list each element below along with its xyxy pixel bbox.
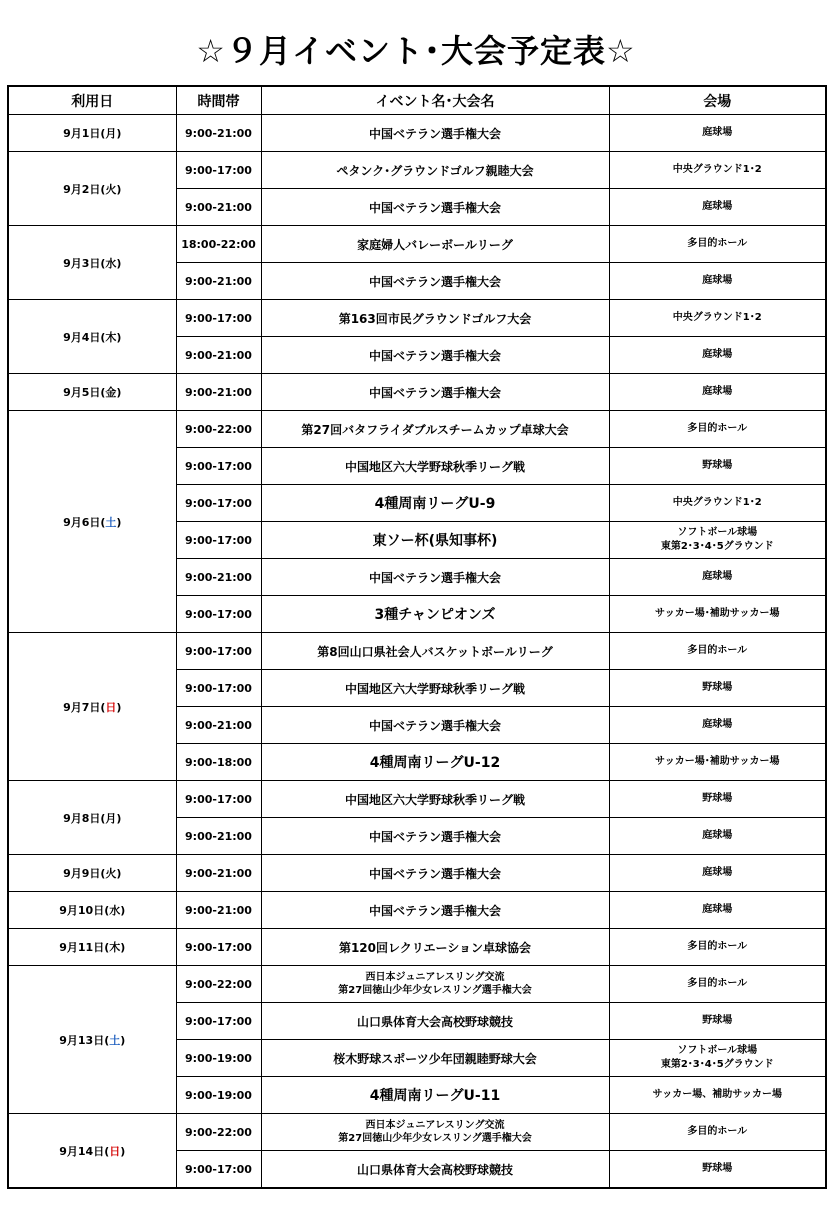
- event-name: 中国地区六大学野球秋季リーグ戦: [344, 681, 525, 696]
- date-label: 9月7日(: [63, 700, 106, 714]
- table-row: [8, 633, 826, 670]
- time-cell: 9:00-21:00: [176, 115, 261, 152]
- event-cell: [261, 781, 609, 818]
- time-cell: 9:00-17:00: [176, 485, 261, 522]
- venue-cell: [609, 892, 826, 929]
- event-name: 第27回徳山少年少女レスリング選手権大会: [338, 1133, 532, 1144]
- venue-name: 多目的ホール: [687, 978, 748, 989]
- table-row: [8, 115, 826, 152]
- venue-cell: [609, 707, 826, 744]
- venue-cell: [609, 374, 826, 411]
- venue-name: サッカー場、補助サッカー場: [652, 1089, 783, 1100]
- venue-name: 庭球場: [702, 127, 733, 138]
- event-cell: [261, 1114, 609, 1151]
- date-cell: [8, 855, 176, 892]
- event-name: 中国ベテラン選手権大会: [368, 274, 501, 289]
- time-cell: 9:00-17:00: [176, 633, 261, 670]
- venue-cell: [609, 633, 826, 670]
- date-cell: [8, 929, 176, 966]
- venue-name: ソフトボール球場: [677, 527, 758, 538]
- event-name: 中国ベテラン選手権大会: [368, 348, 501, 363]
- venue-cell: [609, 1003, 826, 1040]
- venue-cell: [609, 670, 826, 707]
- venue-cell: [609, 818, 826, 855]
- venue-name: 庭球場: [702, 386, 733, 397]
- table-body: [8, 115, 826, 1189]
- time-cell: 9:00-21:00: [176, 263, 261, 300]
- weekday-label: 火: [105, 182, 117, 196]
- time-cell: 9:00-17:00: [176, 522, 261, 559]
- venue-name: 野球場: [702, 1163, 733, 1174]
- venue-name: 多目的ホール: [687, 941, 748, 952]
- date-label: 9月11日(: [59, 941, 110, 954]
- header-time: 時間帯: [176, 86, 261, 115]
- date-close: ): [116, 256, 122, 270]
- event-name: 中国ベテラン選手権大会: [368, 385, 501, 400]
- venue-cell: [609, 226, 826, 263]
- weekday-label: 日: [105, 700, 117, 714]
- date-label: 9月9日(: [63, 867, 106, 880]
- event-cell: [261, 300, 609, 337]
- venue-name: 多目的ホール: [687, 238, 748, 249]
- event-name: 第27回徳山少年少女レスリング選手権大会: [338, 985, 532, 996]
- venue-cell: [609, 189, 826, 226]
- date-label: 9月3日(: [63, 256, 106, 270]
- venue-cell: [609, 411, 826, 448]
- header-venue: 会場: [609, 86, 826, 115]
- event-name: 中国ベテラン選手権大会: [368, 903, 501, 918]
- schedule-table: [7, 85, 827, 1189]
- venue-cell: [609, 781, 826, 818]
- weekday-label: 土: [109, 1033, 121, 1047]
- time-cell: 9:00-17:00: [176, 1003, 261, 1040]
- event-cell: [261, 337, 609, 374]
- time-cell: 9:00-19:00: [176, 1077, 261, 1114]
- time-cell: 18:00-22:00: [176, 226, 261, 263]
- event-cell: [261, 892, 609, 929]
- venue-name: 庭球場: [702, 571, 733, 582]
- table-row: [8, 929, 826, 966]
- event-cell: [261, 263, 609, 300]
- time-cell: 9:00-22:00: [176, 411, 261, 448]
- date-cell: [8, 966, 176, 1114]
- table-row: [8, 966, 826, 1003]
- venue-name: 東第2･3･4･5グラウンド: [660, 541, 774, 552]
- venue-cell: [609, 448, 826, 485]
- venue-name: サッカー場･補助サッカー場: [654, 756, 780, 767]
- time-cell: 9:00-21:00: [176, 707, 261, 744]
- venue-cell: [609, 1077, 826, 1114]
- date-cell: [8, 781, 176, 855]
- table-row: [8, 892, 826, 929]
- event-name: 第120回レクリエーション卓球協会: [338, 940, 532, 955]
- weekday-label: 水: [109, 904, 121, 917]
- date-label: 9月8日(: [63, 811, 106, 825]
- date-close: ): [116, 182, 122, 196]
- venue-name: 野球場: [702, 1015, 733, 1026]
- table-row: [8, 300, 826, 337]
- venue-cell: [609, 596, 826, 633]
- table-row: [8, 781, 826, 818]
- time-cell: 9:00-21:00: [176, 818, 261, 855]
- event-cell: [261, 633, 609, 670]
- event-cell: [261, 226, 609, 263]
- event-cell: [261, 707, 609, 744]
- time-cell: 9:00-17:00: [176, 596, 261, 633]
- event-cell: [261, 670, 609, 707]
- event-cell: [261, 115, 609, 152]
- date-close: ): [116, 386, 122, 399]
- date-cell: [8, 1114, 176, 1189]
- time-cell: 9:00-22:00: [176, 966, 261, 1003]
- time-cell: 9:00-21:00: [176, 559, 261, 596]
- event-cell: [261, 818, 609, 855]
- date-label: 9月14日(: [59, 1144, 110, 1158]
- venue-name: 庭球場: [702, 867, 733, 878]
- venue-cell: [609, 485, 826, 522]
- time-cell: 9:00-21:00: [176, 189, 261, 226]
- venue-cell: [609, 929, 826, 966]
- venue-cell: [609, 966, 826, 1003]
- event-name: 中国ベテラン選手権大会: [368, 718, 501, 733]
- date-close: ): [120, 904, 126, 917]
- venue-name: 多目的ホール: [687, 1126, 748, 1137]
- date-label: 9月1日(: [63, 127, 106, 140]
- venue-cell: [609, 337, 826, 374]
- time-cell: 9:00-17:00: [176, 670, 261, 707]
- time-cell: 9:00-17:00: [176, 929, 261, 966]
- weekday-label: 日: [109, 1144, 121, 1158]
- time-cell: 9:00-17:00: [176, 781, 261, 818]
- venue-name: 野球場: [702, 460, 733, 471]
- header-date: 利用日: [8, 86, 176, 115]
- time-cell: 9:00-17:00: [176, 152, 261, 189]
- date-close: ): [116, 515, 122, 529]
- event-cell: [261, 1077, 609, 1114]
- date-close: ): [116, 811, 122, 825]
- venue-cell: [609, 1040, 826, 1077]
- time-cell: 9:00-17:00: [176, 300, 261, 337]
- event-cell: [261, 522, 609, 559]
- event-name: 中国ベテラン選手権大会: [368, 866, 501, 881]
- venue-name: サッカー場･補助サッカー場: [654, 608, 780, 619]
- event-cell: [261, 374, 609, 411]
- venue-cell: [609, 1114, 826, 1151]
- table-row: [8, 226, 826, 263]
- page-title: ☆９月イベント･大会予定表☆: [196, 32, 636, 70]
- date-label: 9月10日(: [59, 904, 110, 917]
- event-name: 4種周南リーグU-11: [369, 1088, 501, 1104]
- venue-name: 多目的ホール: [687, 645, 748, 656]
- date-close: ): [120, 941, 126, 954]
- event-cell: [261, 189, 609, 226]
- event-name: 第27回バタフライダブルスチームカップ卓球大会: [301, 422, 569, 437]
- venue-name: 中央グラウンド1･2: [672, 164, 762, 175]
- table-header: [8, 86, 826, 115]
- date-close: ): [116, 867, 122, 880]
- venue-cell: [609, 115, 826, 152]
- event-name: 4種周南リーグU-9: [374, 496, 496, 512]
- event-name: 中国ベテラン選手権大会: [368, 570, 501, 585]
- event-cell: [261, 929, 609, 966]
- venue-name: 多目的ホール: [687, 423, 748, 434]
- weekday-label: 土: [105, 515, 117, 529]
- time-cell: 9:00-17:00: [176, 1151, 261, 1189]
- weekday-label: 木: [109, 941, 121, 954]
- table-row: [8, 374, 826, 411]
- time-cell: 9:00-17:00: [176, 448, 261, 485]
- event-cell: [261, 596, 609, 633]
- date-close: ): [116, 127, 122, 140]
- venue-name: 野球場: [702, 793, 733, 804]
- event-name: 中国地区六大学野球秋季リーグ戦: [344, 792, 525, 807]
- event-name: 第8回山口県社会人バスケットボールリーグ: [317, 644, 553, 659]
- weekday-label: 水: [105, 256, 117, 270]
- event-name: 第163回市民グラウンドゴルフ大会: [338, 311, 532, 326]
- venue-name: 中央グラウンド1･2: [672, 497, 762, 508]
- event-name: ペタンク･グラウンドゴルフ親睦大会: [336, 163, 534, 178]
- event-cell: [261, 411, 609, 448]
- event-name: 家庭婦人バレーボールリーグ: [357, 237, 513, 252]
- event-name: 3種チャンピオンズ: [374, 607, 496, 623]
- time-cell: 9:00-22:00: [176, 1114, 261, 1151]
- venue-cell: [609, 263, 826, 300]
- venue-name: 庭球場: [702, 719, 733, 730]
- table-row: [8, 152, 826, 189]
- venue-name: 庭球場: [702, 349, 733, 360]
- date-label: 9月4日(: [63, 330, 106, 344]
- date-cell: [8, 152, 176, 226]
- time-cell: 9:00-21:00: [176, 892, 261, 929]
- date-cell: [8, 411, 176, 633]
- venue-name: 庭球場: [702, 201, 733, 212]
- event-name: 山口県体育大会高校野球競技: [356, 1162, 513, 1177]
- venue-cell: [609, 152, 826, 189]
- event-cell: [261, 485, 609, 522]
- venue-name: 庭球場: [702, 830, 733, 841]
- date-cell: [8, 633, 176, 781]
- event-cell: [261, 559, 609, 596]
- venue-cell: [609, 522, 826, 559]
- event-cell: [261, 1040, 609, 1077]
- time-cell: 9:00-21:00: [176, 374, 261, 411]
- date-cell: [8, 226, 176, 300]
- event-cell: [261, 1003, 609, 1040]
- date-label: 9月13日(: [59, 1033, 110, 1047]
- event-name: 西日本ジュニアレスリング交流: [365, 972, 505, 983]
- event-name: 中国地区六大学野球秋季リーグ戦: [344, 459, 525, 474]
- event-cell: [261, 448, 609, 485]
- weekday-label: 木: [105, 330, 117, 344]
- table-row: [8, 411, 826, 448]
- table-row: [8, 855, 826, 892]
- venue-cell: [609, 559, 826, 596]
- table-row: [8, 1114, 826, 1151]
- event-cell: [261, 966, 609, 1003]
- event-cell: [261, 1151, 609, 1189]
- weekday-label: 月: [105, 811, 117, 825]
- date-cell: [8, 300, 176, 374]
- event-name: 中国ベテラン選手権大会: [368, 829, 501, 844]
- event-cell: [261, 855, 609, 892]
- event-cell: [261, 152, 609, 189]
- date-close: ): [116, 700, 122, 714]
- date-label: 9月5日(: [63, 386, 106, 399]
- event-name: 東ソー杯(県知事杯): [372, 533, 498, 549]
- venue-name: 野球場: [702, 682, 733, 693]
- time-cell: 9:00-18:00: [176, 744, 261, 781]
- venue-name: 庭球場: [702, 904, 733, 915]
- venue-cell: [609, 744, 826, 781]
- date-close: ): [120, 1144, 126, 1158]
- event-name: 西日本ジュニアレスリング交流: [365, 1120, 505, 1131]
- header-row: [8, 86, 826, 115]
- date-cell: [8, 115, 176, 152]
- weekday-label: 金: [105, 386, 117, 399]
- event-name: 中国ベテラン選手権大会: [368, 126, 501, 141]
- venue-name: 庭球場: [702, 275, 733, 286]
- date-label: 9月2日(: [63, 182, 106, 196]
- weekday-label: 月: [105, 127, 117, 140]
- event-name: 中国ベテラン選手権大会: [368, 200, 501, 215]
- date-close: ): [116, 330, 122, 344]
- event-name: 桜木野球スポーツ少年団親睦野球大会: [333, 1051, 537, 1066]
- venue-name: 中央グラウンド1･2: [672, 312, 762, 323]
- weekday-label: 火: [105, 867, 117, 880]
- venue-cell: [609, 300, 826, 337]
- header-event: イベント名･大会名: [261, 86, 609, 115]
- venue-cell: [609, 1151, 826, 1189]
- venue-name: ソフトボール球場: [677, 1045, 758, 1056]
- time-cell: 9:00-21:00: [176, 855, 261, 892]
- event-name: 山口県体育大会高校野球競技: [356, 1014, 513, 1029]
- date-cell: [8, 374, 176, 411]
- venue-name: 東第2･3･4･5グラウンド: [660, 1059, 774, 1070]
- time-cell: 9:00-21:00: [176, 337, 261, 374]
- time-cell: 9:00-19:00: [176, 1040, 261, 1077]
- event-cell: [261, 744, 609, 781]
- date-label: 9月6日(: [63, 515, 106, 529]
- event-name: 4種周南リーグU-12: [369, 755, 501, 771]
- venue-cell: [609, 855, 826, 892]
- date-close: ): [120, 1033, 126, 1047]
- date-cell: [8, 892, 176, 929]
